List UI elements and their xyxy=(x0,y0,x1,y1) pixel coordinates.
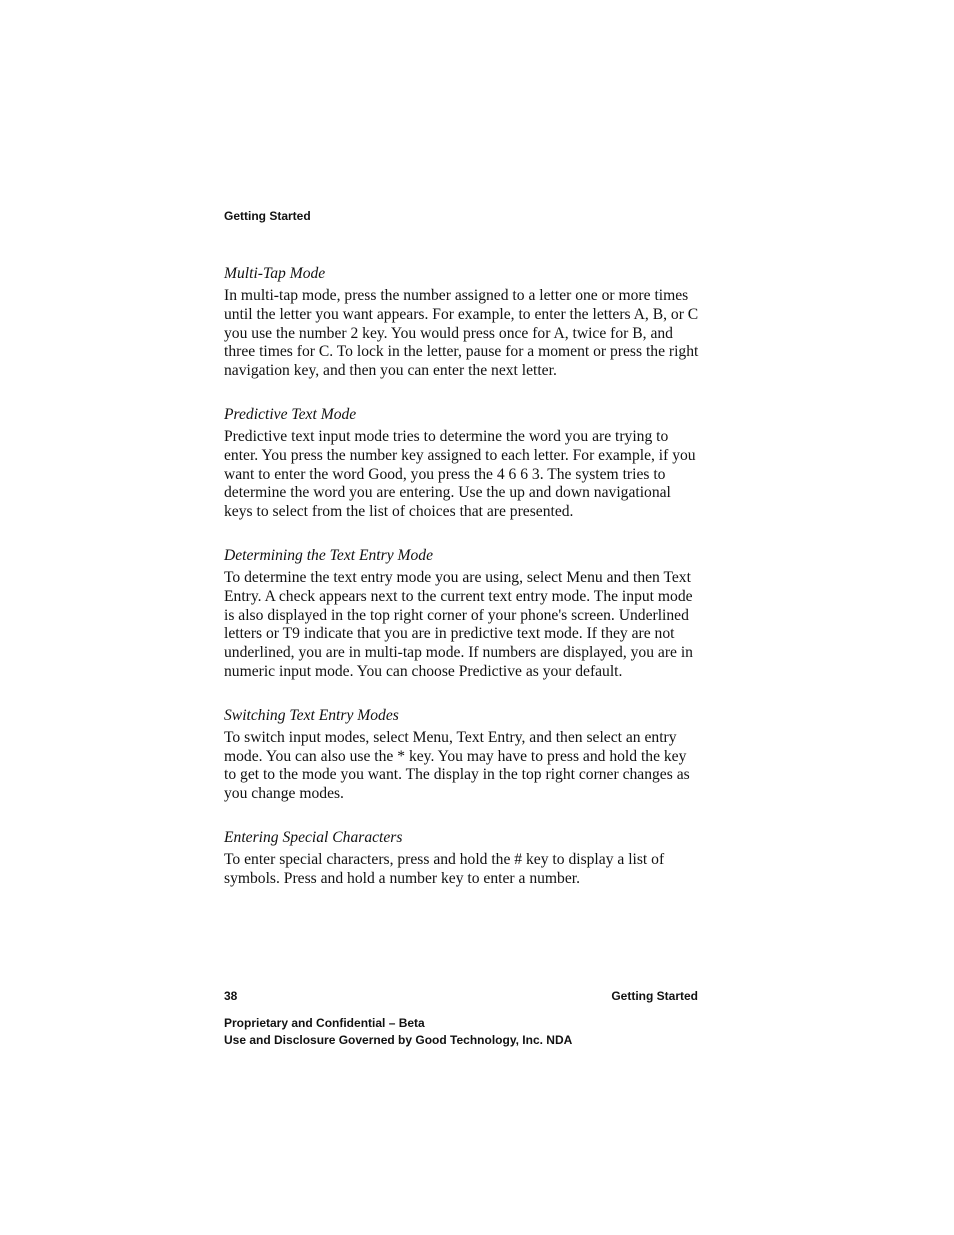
section-paragraph: Predictive text input mode tries to determine the word you are trying to enter. You press the number key assigned to each letter. For example, if you want to enter the word Good, you press the 4 6 6 3. The system tries to determine the word you are entering. Use the up and down navigational keys to select from the list of choices that are presented. xyxy=(224,427,696,521)
section-predictive-text-mode xyxy=(224,405,702,522)
section-determining-text-entry-mode xyxy=(224,546,702,682)
section-paragraph: In multi-tap mode, press the number assigned to a letter one or more times until the letter you want appears. For example, to enter the letters A, B, or C you use the number 2 key. You would press once for A, twice for B, and three times for C. To lock in the letter, pause for a moment or press the right navigation key, and then you can enter the next letter. xyxy=(224,287,699,380)
section-switching-text-entry-modes xyxy=(224,706,702,804)
section-heading: Multi-Tap Mode xyxy=(224,265,326,282)
footer-title: Getting Started xyxy=(611,989,698,1003)
legal-notice xyxy=(224,1015,572,1049)
section-paragraph: To determine the text entry mode you are using, select Menu and then Text Entry. A check appears next to the current text entry mode. The input mode is also displayed in the top right corner of your phone's screen. Underlined letters or T9 indicate that you are in predictive text mode. If they are not underlined, you are in multi-tap mode. If numbers are displayed, you are in numeric input mode. You can choose Predictive as your default. xyxy=(224,568,693,680)
running-head: Getting Started xyxy=(224,209,311,223)
section-heading: Predictive Text Mode xyxy=(224,405,357,423)
section-heading: Entering Special Characters xyxy=(224,828,403,846)
section-paragraph: To switch input modes, select Menu, Text Entry, and then select an entry mode. You can also use the * key. You may have to press and hold the key to get to the mode you want. The display in the top right corner changes as you change modes. xyxy=(224,728,690,803)
section-multi-tap-mode xyxy=(224,264,702,381)
legal-line-disclosure: Use and Disclosure Governed by Good Technology, Inc. NDA xyxy=(224,1033,573,1047)
section-paragraph: To enter special characters, press and hold the # key to display a list of symbols. Press and hold a number key to enter a number. xyxy=(224,850,665,887)
legal-line-confidential: Proprietary and Confidential – Beta xyxy=(224,1016,425,1030)
section-heading: Switching Text Entry Modes xyxy=(224,706,399,724)
page-number: 38 xyxy=(224,989,238,1003)
section-heading: Determining the Text Entry Mode xyxy=(224,546,434,564)
section-entering-special-characters xyxy=(224,828,702,889)
document-body xyxy=(224,264,702,913)
